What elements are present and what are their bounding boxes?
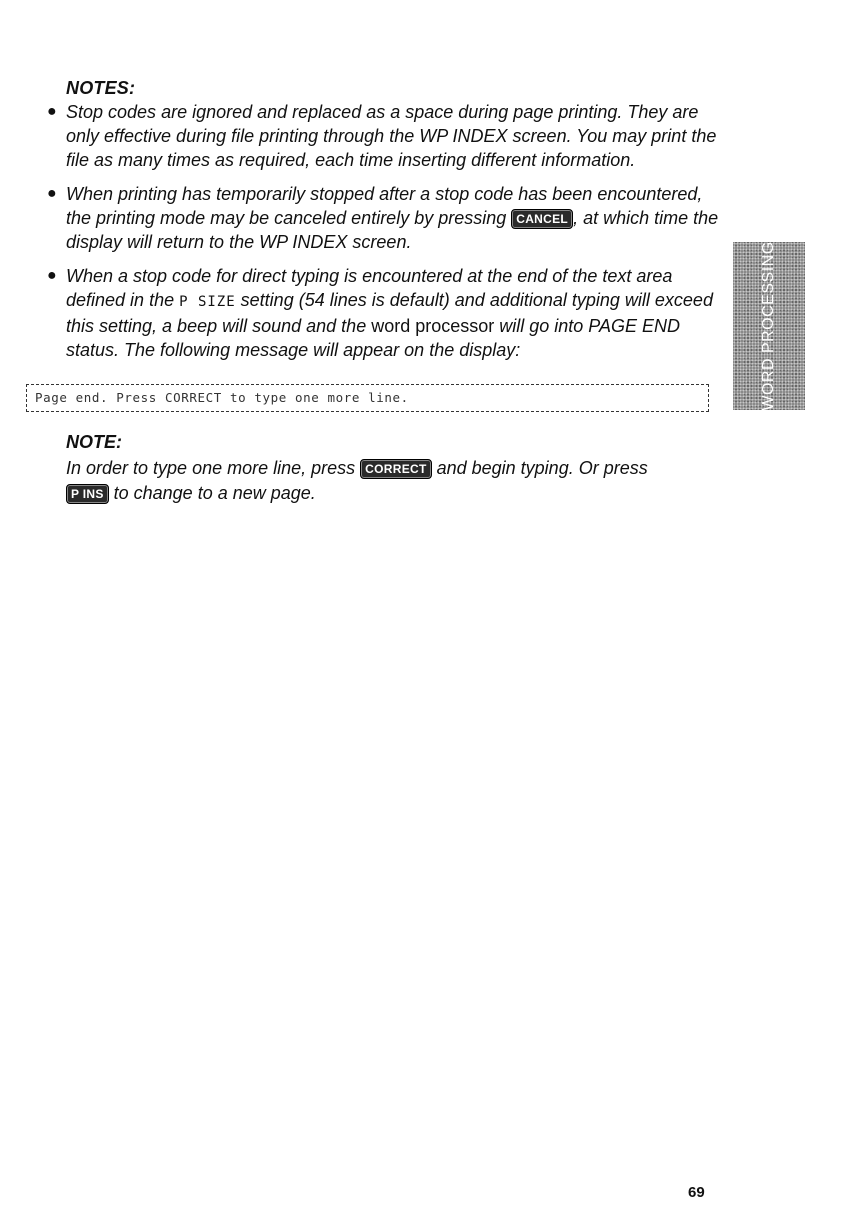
cancel-key: CANCEL (511, 209, 573, 229)
note-text-upright: word (371, 316, 411, 336)
note-heading: NOTE: (66, 432, 122, 452)
page-number: 69 (688, 1184, 705, 1201)
section-tab (733, 242, 805, 410)
list-item (40, 100, 720, 172)
note-body (66, 456, 716, 506)
notes-heading: NOTES: (66, 78, 136, 98)
note-text: setting (54 lines is default) and additional typing will exceed this setting, a beep will sound and the (66, 290, 713, 336)
bullet-icon: ● (47, 185, 57, 202)
bullet-icon: ● (47, 103, 57, 120)
note-text: When a stop code for direct typing is encountered at the end of the text area defined in the (66, 266, 673, 310)
list-item (40, 182, 720, 254)
note-text: to change to a new page. (108, 483, 316, 503)
note-text: In order to type one more line, press (66, 458, 361, 478)
bullet-icon: ● (47, 267, 57, 284)
note-text: and begin typing. Or press (431, 458, 648, 478)
note-text: , at which time the display will return to the WP INDEX screen. (66, 208, 719, 252)
note-text: will go into PAGE END status. The following message will appear on the display: (66, 316, 680, 360)
correct-key: CORRECT (360, 459, 431, 479)
note-text: When printing has temporarily stopped after a stop code has been encountered, the printing mode may be canceled entirely by pressing (66, 184, 703, 228)
note-text: Stop codes are ignored and replaced as a space during page printing. They are only effective during file printing through the WP INDEX screen. You may print the file as many times as required, each time inserting different information. (66, 102, 717, 170)
section-tab-label: WORD PROCESSING (760, 241, 777, 411)
p-size-code: P SIZE (179, 294, 236, 310)
display-message: Page end. Press CORRECT to type one more line. (26, 384, 709, 412)
note-text-upright: processor (410, 316, 500, 336)
notes-list (40, 100, 720, 372)
p-ins-key: P INS (66, 484, 109, 504)
list-item (40, 264, 720, 362)
